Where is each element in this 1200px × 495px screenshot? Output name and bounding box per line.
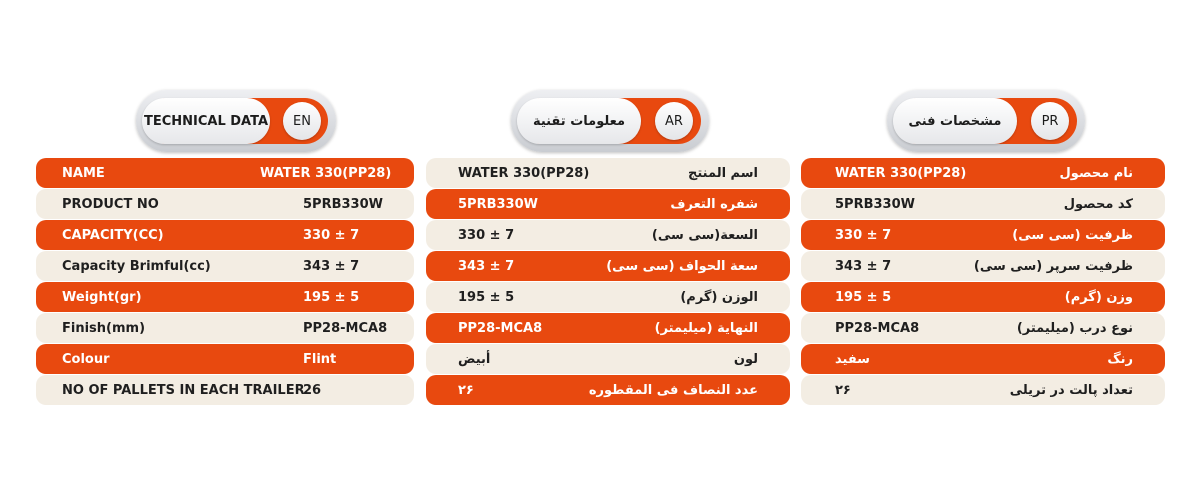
spec-table	[801, 158, 1165, 406]
spec-row-capacity	[36, 220, 414, 250]
panel-title: مشخصات فنی	[893, 98, 1017, 144]
spec-label: سعة الحواف (سی سی)	[606, 258, 758, 274]
spec-value: 330 ± 7	[835, 227, 892, 243]
spec-row-product-no	[426, 189, 790, 219]
spec-value: 5PRB330W	[458, 196, 538, 212]
spec-value: ۲۶	[458, 382, 474, 398]
spec-value: 343 ± 7	[458, 258, 515, 274]
spec-label: تعداد پالت در تریلی	[1009, 382, 1133, 398]
spec-label: NAME	[62, 165, 105, 181]
spec-value: 330 ± 7	[458, 227, 515, 243]
spec-row-brimful	[801, 251, 1165, 281]
panel-title: معلومات تقنية	[517, 98, 641, 144]
spec-value: ۲۶	[835, 382, 851, 398]
panel-title: TECHNICAL DATA	[142, 98, 270, 144]
spec-label: Capacity Brimful(cc)	[62, 258, 211, 274]
spec-label: لون	[733, 351, 758, 367]
spec-row-colour	[426, 344, 790, 374]
spec-value: PP28-MCA8	[835, 320, 920, 336]
spec-label: اسم المنتج	[688, 165, 758, 181]
spec-value: PP28-MCA8	[303, 320, 388, 336]
header-pr	[887, 90, 1085, 152]
spec-label: کد محصول	[1063, 196, 1133, 212]
spec-row-pallets	[801, 375, 1165, 405]
spec-row-pallets	[36, 375, 414, 405]
spec-label: Colour	[62, 351, 110, 367]
spec-value: PP28-MCA8	[458, 320, 543, 336]
spec-value: 195 ± 5	[303, 289, 360, 305]
spec-label: وزن (گرم)	[1064, 289, 1133, 305]
spec-value: 26	[303, 382, 322, 398]
spec-row-product-no	[36, 189, 414, 219]
spec-value: 330 ± 7	[303, 227, 360, 243]
spec-value: 5PRB330W	[303, 196, 383, 212]
spec-label: السعة(سی سی)	[651, 227, 758, 243]
spec-label: CAPACITY(CC)	[62, 227, 164, 243]
spec-row-name	[801, 158, 1165, 188]
spec-table	[36, 158, 414, 406]
spec-table	[426, 158, 790, 406]
spec-label: PRODUCT NO	[62, 196, 159, 212]
spec-value: Flint	[303, 351, 337, 367]
language-code-badge: PR	[1031, 102, 1069, 140]
spec-row-name	[36, 158, 414, 188]
spec-label: Weight(gr)	[62, 289, 142, 305]
language-code-badge: EN	[283, 102, 321, 140]
spec-row-brimful	[426, 251, 790, 281]
spec-value: 343 ± 7	[835, 258, 892, 274]
spec-row-pallets	[426, 375, 790, 405]
spec-value: سفید	[835, 351, 870, 367]
spec-row-weight	[426, 282, 790, 312]
spec-label: الوزن (گرم)	[680, 289, 758, 305]
spec-label: NO OF PALLETS IN EACH TRAILER	[62, 382, 305, 398]
spec-label: ظرفیت (سی سی)	[1012, 227, 1133, 243]
spec-row-weight	[801, 282, 1165, 312]
spec-row-finish	[426, 313, 790, 343]
spec-row-capacity	[801, 220, 1165, 250]
header-ar	[511, 90, 709, 152]
spec-row-colour	[801, 344, 1165, 374]
spec-label: نام محصول	[1059, 165, 1133, 181]
language-code-badge: AR	[655, 102, 693, 140]
spec-row-finish	[801, 313, 1165, 343]
spec-value: 195 ± 5	[458, 289, 515, 305]
spec-label: ظرفیت سرپر (سی سی)	[973, 258, 1133, 274]
spec-label: نوع درب (میلیمتر)	[1016, 320, 1133, 336]
spec-value: WATER 330(PP28)	[458, 165, 590, 181]
spec-row-capacity	[426, 220, 790, 250]
spec-row-brimful	[36, 251, 414, 281]
spec-label: عدد النصاف فی المقطوره	[588, 382, 758, 398]
spec-row-finish	[36, 313, 414, 343]
spec-value: WATER 330(PP28)	[835, 165, 967, 181]
spec-label: Finish(mm)	[62, 320, 146, 336]
header-en	[136, 90, 336, 152]
spec-value: 195 ± 5	[835, 289, 892, 305]
spec-value: أبيض	[458, 351, 491, 367]
spec-row-colour	[36, 344, 414, 374]
spec-label: شفره التعرف	[670, 196, 758, 212]
spec-row-product-no	[801, 189, 1165, 219]
spec-label: النهاية (میلیمتر)	[654, 320, 758, 336]
spec-value: 5PRB330W	[835, 196, 915, 212]
spec-row-name	[426, 158, 790, 188]
spec-value: 343 ± 7	[303, 258, 360, 274]
spec-row-weight	[36, 282, 414, 312]
spec-value: WATER 330(PP28)	[260, 165, 392, 181]
spec-label: رنگ	[1107, 351, 1133, 367]
